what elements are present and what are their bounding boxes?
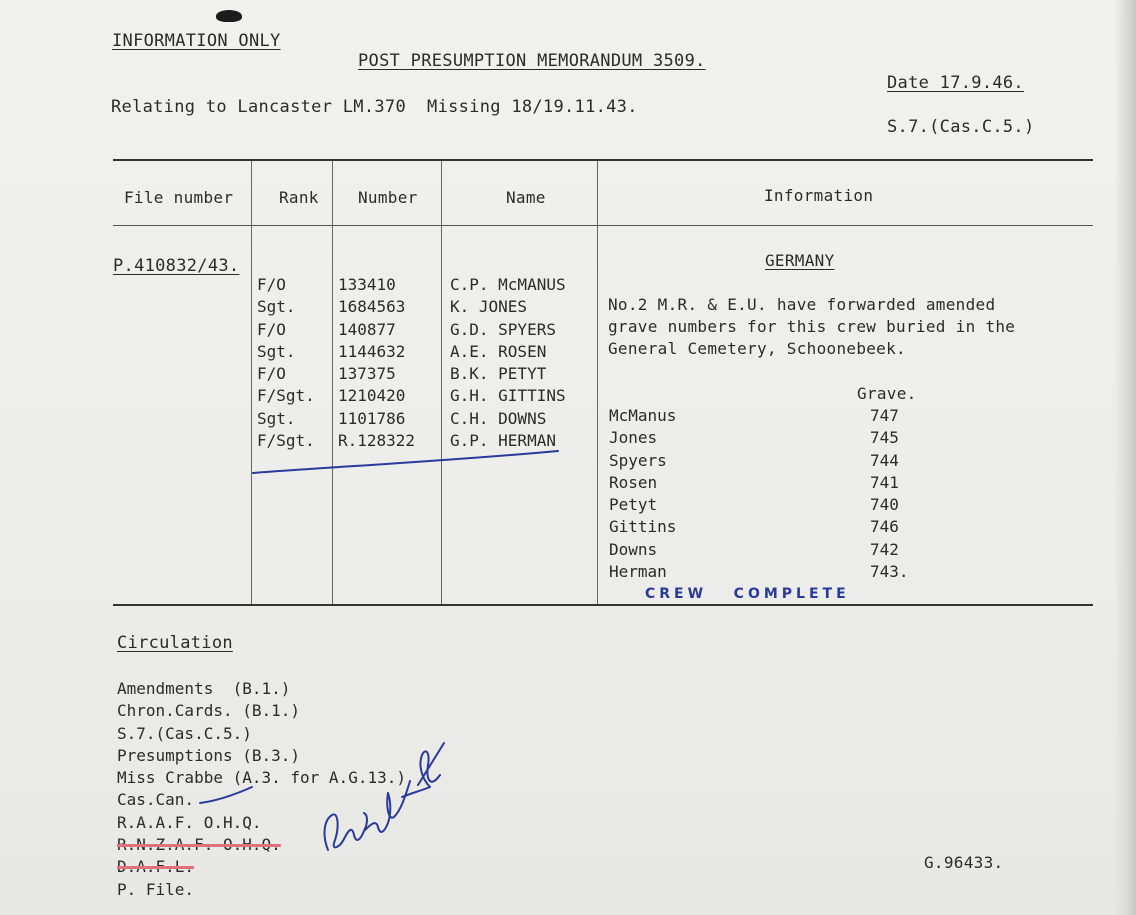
crew-rank: F/Sgt. [257, 386, 315, 406]
crew-name: C.P. McMANUS [450, 275, 566, 294]
crew-name: B.K. PETYT [450, 364, 547, 384]
paper-edge-shadow [1114, 0, 1136, 915]
relating-line: Relating to Lancaster LM.370 Missing 18/19.11.43. [111, 97, 638, 117]
column-divider [332, 161, 333, 604]
grave-name: Herman [609, 562, 667, 582]
circulation-item: R.N.Z.A.F. O.H.Q. [117, 835, 281, 855]
rank-column [257, 274, 315, 452]
grave-name: Gittins [609, 517, 677, 537]
memo-date: Date 17.9.46. [887, 73, 1024, 93]
grave-name: Jones [609, 428, 658, 448]
info-line-2: grave numbers for this crew buried in the [608, 317, 1016, 336]
grave-name: Rosen [609, 472, 658, 492]
crew-complete-note: CREW COMPLETE [645, 586, 850, 602]
info-line-1: No.2 M.R. & E.U. have forwarded amended [608, 295, 996, 314]
col-header-rank: Rank [279, 188, 319, 207]
grave-number: 743. [870, 562, 909, 582]
grave-names-column [609, 405, 676, 583]
circulation-item: Chron.Cards. (B.1.) [117, 701, 301, 721]
crew-rank: F/O [257, 319, 286, 339]
col-header-information: Information [764, 186, 874, 205]
grave-numbers-column [870, 405, 909, 583]
grave-number: 745 [870, 428, 899, 448]
crew-name: K. JONES [450, 297, 528, 317]
circulation-item: Miss Crabbe (A.3. for A.G.13.) [117, 768, 406, 788]
grave-name: McManus [609, 406, 677, 425]
crew-service-number: 1144632 [338, 341, 406, 361]
footer-reference: G.96433. [924, 853, 1004, 872]
crew-rank: Sgt. [257, 297, 296, 317]
ink-blot [216, 10, 242, 22]
pen-tick [198, 785, 258, 809]
grave-number: 742 [870, 539, 899, 559]
crew-service-number: 1210420 [338, 386, 406, 406]
crew-service-number: 137375 [338, 364, 396, 384]
crew-rank: Sgt. [257, 408, 296, 428]
grave-number: 746 [870, 517, 899, 537]
circulation-item: Presumptions (B.3.) [117, 745, 301, 765]
col-header-number: Number [358, 188, 418, 207]
grave-number: 741 [870, 472, 899, 492]
info-line-3: General Cemetery, Schoonebeek. [608, 339, 906, 358]
crew-service-number: 1101786 [338, 408, 406, 428]
circulation-item: Cas.Can. [117, 790, 195, 810]
crew-service-number: 1684563 [338, 297, 406, 317]
crew-name: C.H. DOWNS [450, 408, 547, 428]
number-column [338, 274, 415, 452]
crew-name: A.E. ROSEN [450, 341, 547, 361]
crew-name: G.P. HERMAN [450, 431, 556, 451]
circulation-item: R.A.A.F. O.H.Q. [117, 812, 262, 832]
grave-header: Grave. [857, 384, 917, 403]
pen-underline [250, 445, 570, 479]
crew-rank: Sgt. [257, 341, 296, 361]
crew-service-number: 140877 [338, 319, 396, 339]
crew-rank: F/O [257, 364, 286, 384]
grave-number: 744 [870, 450, 899, 470]
information-only-label: INFORMATION ONLY [112, 31, 281, 51]
column-divider [251, 161, 252, 604]
grave-number: 747 [870, 406, 899, 425]
reference-code: S.7.(Cas.C.5.) [887, 117, 1035, 137]
table-header-rule [113, 225, 1093, 226]
handwritten-signature [318, 735, 453, 860]
column-divider [597, 161, 598, 604]
circulation-item: S.7.(Cas.C.5.) [117, 723, 252, 743]
table-top-rule [113, 159, 1093, 161]
grave-name: Petyt [609, 495, 658, 515]
crew-name: G.D. SPYERS [450, 319, 556, 339]
circulation-title: Circulation [117, 633, 233, 653]
crew-rank: F/Sgt. [257, 431, 315, 451]
info-country: GERMANY [765, 251, 835, 270]
col-header-file-number: File number [124, 188, 234, 207]
file-number: P.410832/43. [113, 256, 240, 276]
grave-name: Spyers [609, 450, 667, 470]
col-header-name: Name [506, 188, 546, 207]
crew-service-number: R.128322 [338, 431, 416, 451]
crew-service-number: 133410 [338, 275, 396, 294]
column-divider [441, 161, 442, 604]
name-column [450, 274, 566, 452]
circulation-item: D.A.F.L. [117, 857, 195, 877]
crew-name: G.H. GITTINS [450, 386, 566, 406]
memo-title: POST PRESUMPTION MEMORANDUM 3509. [358, 51, 706, 71]
table-bottom-rule [113, 604, 1093, 606]
circulation-item: P. File. [117, 879, 195, 899]
circulation-item: Amendments (B.1.) [117, 679, 291, 698]
crew-rank: F/O [257, 275, 286, 294]
grave-number: 740 [870, 495, 899, 515]
grave-name: Downs [609, 539, 658, 559]
